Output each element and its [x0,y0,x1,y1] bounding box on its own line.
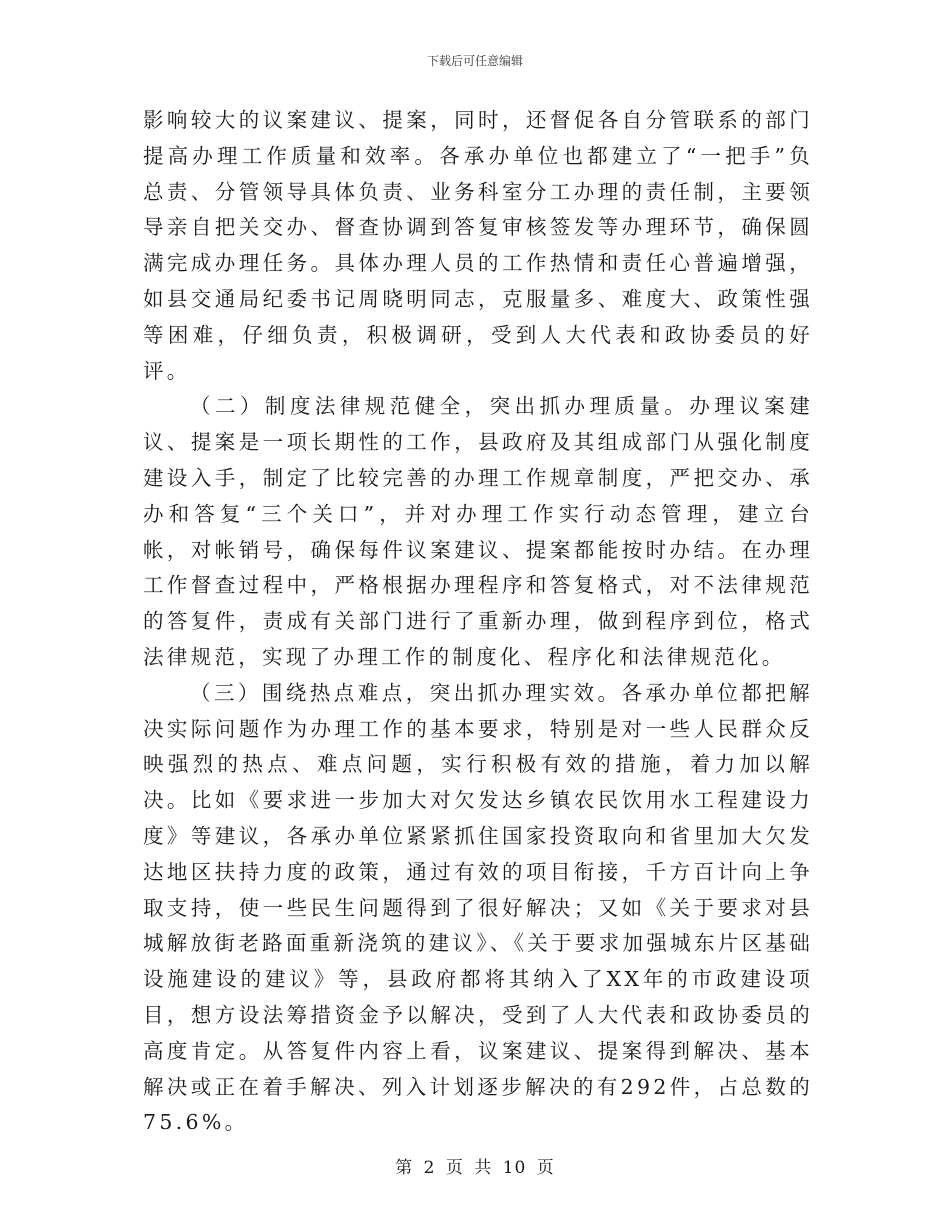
footer-total-word: 共 [474,1158,493,1178]
footer-current-page: 2 [423,1158,436,1178]
footer-prefix: 第 [395,1158,414,1178]
footer-total-pages: 10 [502,1158,527,1178]
paragraph-2: （二）制度法律规范健全，突出抓办理质量。办理议案建议、提案是一项长期性的工作，县政府及其组成部门从强化制度建设入手，制定了比较完善的办理工作规章制度，严把交办、承办和答复“三个关口”，并对办理工作实行动态管理，建立台帐，对帐销号，确保每件议案建议、提案都能按时办结。在办理工作督查过程中，严格根据办理程序和答复格式，对不法律规范的答复件，责成有关部门进行了重新办理，做到程序到位，格式法律规范，实现了办理工作的制度化、程序化和法律规范化。 [143,394,813,669]
footer-page-word: 页 [445,1158,464,1178]
footer-suffix: 页 [536,1158,555,1178]
document-body [143,103,813,1141]
page-footer [0,1153,950,1178]
paragraph-1: 影响较大的议案建议、提案，同时，还督促各自分管联系的部门提高办理工作质量和效率。各承办单位也都建立了“一把手”负总责、分管领导具体负责、业务科室分工办理的责任制，主要领导亲自把关交办、督查协调到答复审核签发等办理环节，确保圆满完成办理任务。具体办理人员的工作热情和责任心普遍增强，如县交通局纪委书记周晓明同志，克服量多、难度大、政策性强等困难，仔细负责，积极调研，受到人大代表和政协委员的好评。 [143,108,813,383]
header-note: 下载后可任意编辑 [426,54,523,68]
paragraph-3: （三）围绕热点难点，突出抓办理实效。各承办单位都把解决实际问题作为办理工作的基本要求，特别是对一些人民群众反映强烈的热点、难点问题，实行积极有效的措施，着力加以解决。比如《要求进一步加大对欠发达乡镇农民饮用水工程建设力度》等建议，各承办单位紧紧抓住国家投资取向和省里加大欠发达地区扶持力度的政策，通过有效的项目衔接，千方百计向上争取支持，使一些民生问题得到了很好解决；又如《关于要求对县城解放街老路面重新浇筑的建议》、《关于要求加强城东片区基础设施建设的建议》等，县政府都将其纳入了XX年的市政建设项目，想方设法筹措资金予以解决，受到了人大代表和政协委员的高度肯定。从答复件内容上看，议案建议、提案得到解决、基本解决或正在着手解决、列入计划逐步解决的有292件，占总数的75.6%。 [143,680,813,1135]
